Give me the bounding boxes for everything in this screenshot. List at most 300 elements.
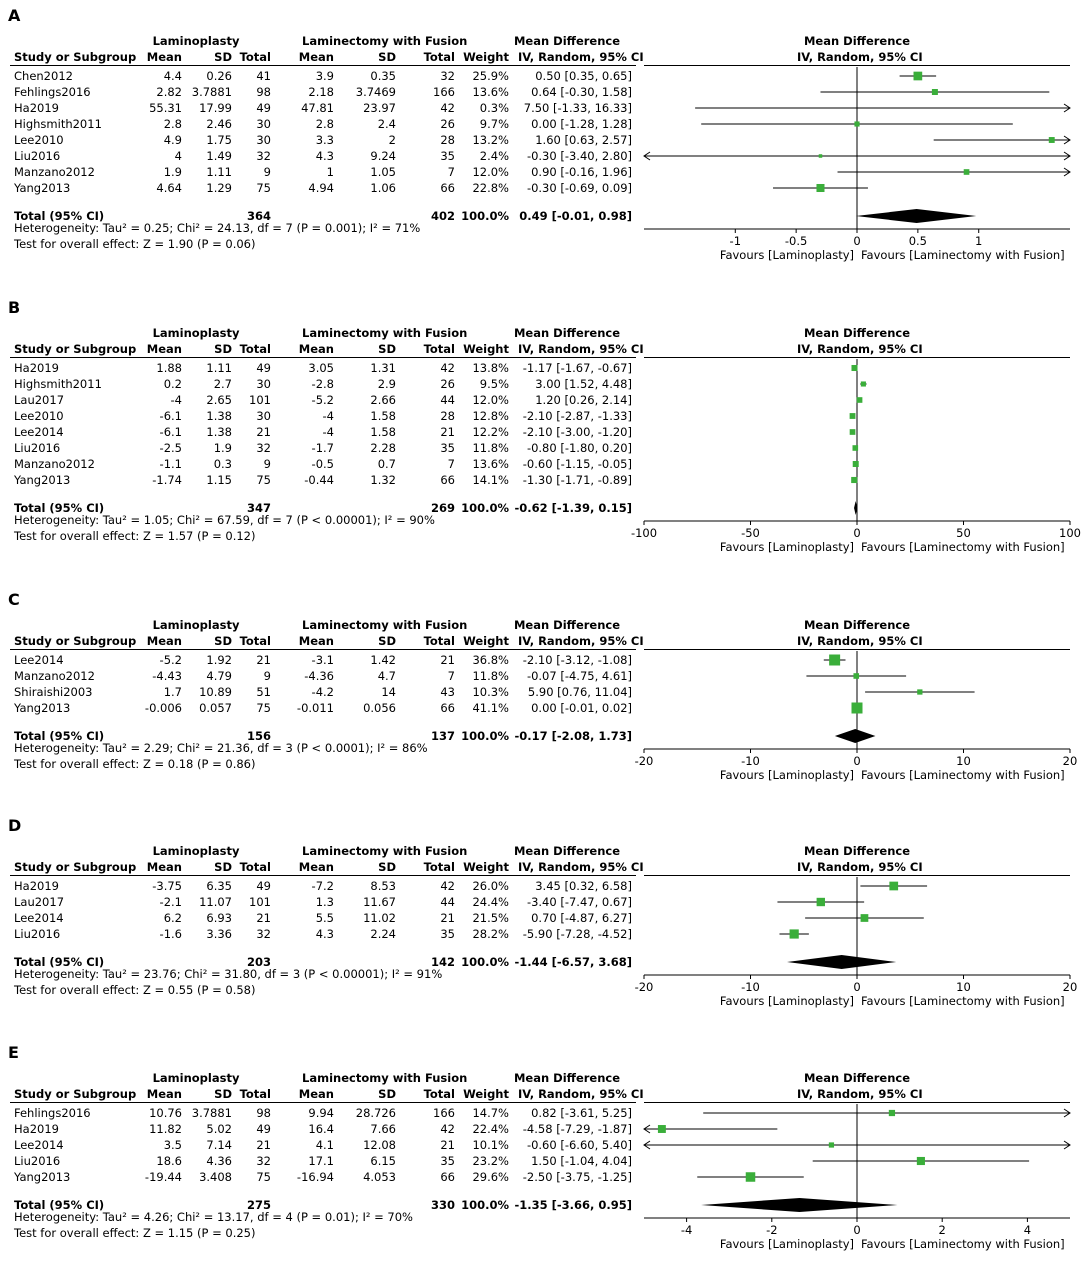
total2-cell: 66 [440,181,455,195]
forest-plot [0,296,1084,565]
sd1-cell: 0.057 [199,701,232,715]
total2-cell: 28 [440,133,455,147]
sd2-cell: 2.4 [377,117,396,131]
ci-cell: 7.50 [-1.33, 16.33] [523,101,632,115]
sd2-cell: 2.28 [370,441,396,455]
study-name: Yang2013 [14,1170,71,1184]
mean2-cell: 4.1 [315,1138,334,1152]
mean2-cell: 4.3 [315,927,334,941]
weight-sum: 100.0% [461,501,509,515]
sd1-cell: 3.7881 [191,85,232,99]
md-plot-header: Mean Difference [803,618,911,632]
study-point [932,89,938,95]
x-tick-label: -100 [630,526,658,540]
total2-cell: 42 [440,101,455,115]
weight-cell: 24.4% [472,895,509,909]
x-tick-label: -2 [766,1223,778,1237]
study-point [917,689,922,694]
ci-cell: -2.10 [-2.87, -1.33] [522,409,632,423]
favours-right-label: Favours [Laminectomy with Fusion] [861,768,1065,782]
total-label: Total (95% CI) [14,729,105,743]
favours-left-label: Favours [Laminoplasty] [719,248,854,262]
total1-cell: 49 [256,1122,271,1136]
mean2-cell: -4 [322,425,334,439]
total2-cell: 166 [433,1106,455,1120]
weight-header: Weight [463,342,509,356]
mean2-cell: -5.2 [311,393,334,407]
study-name: Ha2019 [14,1122,59,1136]
sd1-cell: 1.11 [206,165,232,179]
x-tick-label: -20 [634,980,654,994]
mean1-cell: -2.1 [159,895,182,909]
sd2-cell: 0.35 [370,69,396,83]
mean1-cell: 1.88 [156,361,182,375]
study-point [851,477,857,483]
mean2-cell: 1.3 [315,895,334,909]
total1-cell: 32 [256,927,271,941]
panel-label: A [8,6,21,25]
weight-cell: 36.8% [472,653,509,667]
total2-cell: 43 [440,685,455,699]
total2-cell: 21 [440,1138,455,1152]
mean2-header: Mean [298,860,334,874]
sd2-cell: 1.05 [370,165,396,179]
mean1-cell: 18.6 [156,1154,182,1168]
mean2-cell: 9.94 [308,1106,334,1120]
x-tick-label: 2 [938,1223,946,1237]
mean2-cell: 3.05 [308,361,334,375]
ci-cell: -0.07 [-4.75, 4.61] [526,669,632,683]
ci-cell: 5.90 [0.76, 11.04] [527,685,632,699]
favours-left-label: Favours [Laminoplasty] [719,1237,854,1251]
sd1-cell: 2.7 [213,377,232,391]
mean1-cell: -1.74 [152,473,182,487]
sd1-header: SD [214,860,232,874]
total2-cell: 166 [433,85,455,99]
group2-header: Laminectomy with Fusion [302,1071,468,1085]
total2-sum: 330 [430,1198,455,1212]
mean2-header: Mean [298,50,334,64]
mean1-cell: -0.006 [144,701,182,715]
x-tick-label: 0.5 [908,234,928,248]
sd2-header: SD [378,342,396,356]
study-name: Liu2016 [14,927,61,941]
sd2-header: SD [378,634,396,648]
mean2-cell: -4 [322,409,334,423]
sd1-cell: 6.93 [206,911,232,925]
study-name: Lee2014 [14,425,64,439]
mean1-header: Mean [146,342,182,356]
total1-cell: 30 [256,133,271,147]
total-label: Total (95% CI) [14,1198,105,1212]
total-ci: 0.49 [-0.01, 0.98] [519,209,632,223]
study-name: Yang2013 [14,181,71,195]
weight-cell: 10.1% [472,1138,509,1152]
total2-cell: 28 [440,409,455,423]
sd1-cell: 1.49 [206,149,232,163]
mean2-cell: -4.36 [304,669,334,683]
mean1-cell: 4.4 [163,69,182,83]
total2-cell: 21 [440,653,455,667]
sd2-header: SD [378,1087,396,1101]
mean1-cell: 1.9 [163,165,182,179]
study-point [829,1142,834,1147]
md-method-header: IV, Random, 95% CI [518,860,644,874]
favours-right-label: Favours [Laminectomy with Fusion] [861,1237,1065,1251]
forest-plot [0,1041,1084,1262]
study-point [914,72,923,81]
study-name: Liu2016 [14,149,61,163]
total2-cell: 35 [440,441,455,455]
overall-effect-text: Test for overall effect: Z = 0.18 (P = 0.86) [14,757,256,771]
sd2-cell: 23.97 [363,101,396,115]
total1-cell: 98 [256,1106,271,1120]
group2-header: Laminectomy with Fusion [302,34,468,48]
study-name: Ha2019 [14,361,59,375]
study-point [852,445,858,451]
study-point [853,461,859,467]
mean1-cell: -19.44 [144,1170,182,1184]
forest-plot [0,588,1084,793]
total1-cell: 9 [263,165,271,179]
md-method-header: IV, Random, 95% CI [518,342,644,356]
total1-cell: 51 [256,685,271,699]
ci-cell: -0.60 [-1.15, -0.05] [522,457,632,471]
ci-cell: -2.50 [-3.75, -1.25] [522,1170,632,1184]
ci-cell: -0.30 [-3.40, 2.80] [526,149,632,163]
study-point [852,703,863,714]
total2-cell: 35 [440,1154,455,1168]
x-tick-label: -0.5 [784,234,808,248]
sd1-cell: 17.99 [199,101,232,115]
total-label: Total (95% CI) [14,209,105,223]
sd1-cell: 4.36 [206,1154,232,1168]
total2-sum: 137 [430,729,455,743]
weight-cell: 13.6% [472,457,509,471]
total1-sum: 364 [246,209,271,223]
md-plot-method-header: IV, Random, 95% CI [797,50,923,64]
study-point [889,1110,895,1116]
favours-left-label: Favours [Laminoplasty] [719,994,854,1008]
ci-cell: 1.60 [0.63, 2.57] [535,133,632,147]
mean2-cell: 3.3 [315,133,334,147]
panel-label: D [8,816,22,835]
sd2-cell: 2.24 [370,927,396,941]
sd2-cell: 1.06 [370,181,396,195]
group1-header: Laminoplasty [152,1071,240,1085]
total2-cell: 42 [440,879,455,893]
x-tick-label: 0 [853,1223,861,1237]
total2-sum: 142 [430,955,455,969]
sd1-cell: 3.408 [199,1170,232,1184]
study-name: Lee2014 [14,1138,64,1152]
ci-cell: 3.00 [1.52, 4.48] [535,377,632,391]
favours-left-label: Favours [Laminoplasty] [719,768,854,782]
study-name: Lee2014 [14,911,64,925]
study-name: Chen2012 [14,69,73,83]
sd1-header: SD [214,342,232,356]
ci-cell: -2.10 [-3.12, -1.08] [522,653,632,667]
mean2-header: Mean [298,634,334,648]
x-tick-label: -1 [729,234,742,248]
mean1-cell: -5.2 [159,653,182,667]
total1-cell: 21 [256,425,271,439]
mean1-cell: -6.1 [159,409,182,423]
mean2-cell: -7.2 [311,879,334,893]
ci-cell: 3.45 [0.32, 6.58] [535,879,632,893]
study-name: Highsmith2011 [14,377,102,391]
total2-header: Total [423,50,455,64]
x-tick-label: 50 [956,526,971,540]
sd2-cell: 11.02 [363,911,396,925]
total-label: Total (95% CI) [14,501,105,515]
sd2-cell: 0.056 [363,701,396,715]
total1-header: Total [239,50,271,64]
total1-cell: 101 [249,393,271,407]
heterogeneity-text: Heterogeneity: Tau² = 1.05; Chi² = 67.59, df = 7 (P < 0.00001); I² = 90% [14,513,435,527]
weight-cell: 22.8% [472,181,509,195]
sd1-header: SD [214,1087,232,1101]
total1-header: Total [239,860,271,874]
mean2-cell: -2.8 [311,377,334,391]
study-name: Ha2019 [14,879,59,893]
total2-cell: 42 [440,361,455,375]
total2-cell: 42 [440,1122,455,1136]
weight-cell: 9.7% [479,117,509,131]
mean2-cell: 4.94 [308,181,334,195]
panel-label: B [8,298,21,317]
forest-plot [0,4,1084,273]
study-header: Study or Subgroup [14,634,137,648]
mean2-cell: 16.4 [308,1122,334,1136]
heterogeneity-text: Heterogeneity: Tau² = 0.25; Chi² = 24.13, df = 7 (P = 0.001); I² = 71% [14,221,421,235]
x-tick-label: 1 [975,234,983,248]
mean1-cell: -3.75 [152,879,182,893]
ci-cell: -1.30 [-1.71, -0.89] [522,473,632,487]
study-name: Yang2013 [14,701,71,715]
x-tick-label: -4 [680,1223,693,1237]
study-point [746,1172,756,1182]
mean2-cell: -3.1 [311,653,334,667]
total2-cell: 32 [440,69,455,83]
mean1-cell: 10.76 [149,1106,182,1120]
total2-cell: 26 [440,117,455,131]
sd1-cell: 0.3 [213,457,232,471]
total2-cell: 21 [440,911,455,925]
weight-header: Weight [463,634,509,648]
total2-header: Total [423,634,455,648]
mean2-cell: -0.44 [304,473,334,487]
sd1-cell: 1.11 [206,361,232,375]
study-name: Manzano2012 [14,457,95,471]
total1-cell: 32 [256,149,271,163]
sd2-cell: 28.726 [355,1106,396,1120]
total1-cell: 101 [249,895,271,909]
study-point [853,673,859,679]
md-header: Mean Difference [513,1071,621,1085]
total1-sum: 156 [246,729,271,743]
study-name: Lau2017 [14,393,65,407]
mean2-cell: 17.1 [308,1154,334,1168]
total2-cell: 7 [447,669,455,683]
x-tick-label: -10 [741,754,760,768]
sd2-cell: 4.053 [363,1170,396,1184]
md-plot-method-header: IV, Random, 95% CI [797,860,923,874]
study-header: Study or Subgroup [14,1087,137,1101]
study-name: Liu2016 [14,441,61,455]
study-point [790,929,799,938]
weight-cell: 11.8% [472,441,509,455]
md-header: Mean Difference [513,844,621,858]
sd1-cell: 11.07 [199,895,232,909]
total1-header: Total [239,342,271,356]
study-point [851,365,857,371]
study-name: Highsmith2011 [14,117,102,131]
sd2-header: SD [378,50,396,64]
weight-cell: 10.3% [472,685,509,699]
x-tick-label: 10 [956,754,971,768]
total1-cell: 49 [256,361,271,375]
study-point [857,397,863,403]
total2-cell: 44 [440,895,455,909]
weight-cell: 14.1% [472,473,509,487]
total-diamond [787,955,896,969]
total1-cell: 49 [256,879,271,893]
mean1-cell: -1.1 [159,457,182,471]
ci-cell: 1.20 [0.26, 2.14] [535,393,632,407]
total2-header: Total [423,1087,455,1101]
sd2-cell: 6.15 [370,1154,396,1168]
sd2-cell: 3.7469 [355,85,396,99]
weight-cell: 12.0% [472,165,509,179]
weight-cell: 29.6% [472,1170,509,1184]
total1-cell: 75 [256,473,271,487]
sd2-header: SD [378,860,396,874]
mean1-cell: 4.64 [156,181,182,195]
study-point [850,413,856,419]
weight-cell: 14.7% [472,1106,509,1120]
mean2-cell: 3.9 [315,69,334,83]
md-plot-method-header: IV, Random, 95% CI [797,1087,923,1101]
md-plot-header: Mean Difference [803,1071,911,1085]
weight-cell: 28.2% [472,927,509,941]
total2-cell: 7 [447,165,455,179]
sd1-cell: 4.79 [206,669,232,683]
sd1-cell: 0.26 [206,69,232,83]
total1-cell: 49 [256,101,271,115]
mean2-cell: 47.81 [301,101,334,115]
sd1-cell: 1.29 [206,181,232,195]
total1-cell: 41 [256,69,271,83]
sd2-cell: 14 [381,685,396,699]
ci-cell: 0.00 [-1.28, 1.28] [531,117,632,131]
weight-sum: 100.0% [461,729,509,743]
group2-header: Laminectomy with Fusion [302,618,468,632]
sd1-cell: 1.92 [206,653,232,667]
ci-cell: -0.60 [-6.60, 5.40] [526,1138,632,1152]
study-name: Shiraishi2003 [14,685,93,699]
favours-left-label: Favours [Laminoplasty] [719,540,854,554]
overall-effect-text: Test for overall effect: Z = 1.15 (P = 0.25) [14,1226,256,1240]
study-name: Lee2014 [14,653,64,667]
weight-cell: 13.6% [472,85,509,99]
md-plot-method-header: IV, Random, 95% CI [797,342,923,356]
mean2-header: Mean [298,1087,334,1101]
group1-header: Laminoplasty [152,844,240,858]
weight-cell: 12.0% [472,393,509,407]
study-name: Lee2010 [14,133,64,147]
total1-cell: 75 [256,1170,271,1184]
weight-header: Weight [463,1087,509,1101]
sd2-cell: 1.32 [370,473,396,487]
total-diamond [856,209,976,223]
ci-cell: 0.90 [-0.16, 1.96] [531,165,632,179]
mean2-cell: 1 [326,165,334,179]
favours-right-label: Favours [Laminectomy with Fusion] [861,994,1065,1008]
md-header: Mean Difference [513,34,621,48]
weight-sum: 100.0% [461,1198,509,1212]
sd1-cell: 10.89 [199,685,232,699]
sd2-cell: 4.7 [377,669,396,683]
study-name: Lee2010 [14,409,64,423]
ci-cell: 0.70 [-4.87, 6.27] [531,911,632,925]
md-plot-header: Mean Difference [803,844,911,858]
sd1-cell: 6.35 [206,879,232,893]
sd1-cell: 3.7881 [191,1106,232,1120]
ci-cell: -4.58 [-7.29, -1.87] [522,1122,632,1136]
total2-cell: 35 [440,149,455,163]
mean1-cell: 4 [174,149,182,163]
heterogeneity-text: Heterogeneity: Tau² = 2.29; Chi² = 21.36, df = 3 (P < 0.0001); I² = 86% [14,741,428,755]
weight-cell: 25.9% [472,69,509,83]
study-point [819,154,823,158]
study-point [850,429,856,435]
panel-label: C [8,590,20,609]
sd2-cell: 2.9 [377,377,396,391]
mean1-header: Mean [146,634,182,648]
sd2-cell: 9.24 [370,149,396,163]
total-ci: -0.17 [-2.08, 1.73] [514,729,632,743]
mean1-cell: -6.1 [159,425,182,439]
total2-cell: 44 [440,393,455,407]
total1-header: Total [239,634,271,648]
total2-cell: 21 [440,425,455,439]
study-point [816,184,824,192]
mean1-cell: -4 [170,393,182,407]
sd1-cell: 2.46 [206,117,232,131]
sd1-cell: 1.38 [206,425,232,439]
x-tick-label: 0 [853,526,861,540]
mean1-cell: -4.43 [152,669,182,683]
total2-header: Total [423,860,455,874]
mean2-cell: 4.3 [315,149,334,163]
x-tick-label: 100 [1059,526,1081,540]
weight-cell: 21.5% [472,911,509,925]
x-tick-label: 20 [1062,754,1078,768]
sd1-cell: 5.02 [206,1122,232,1136]
total1-cell: 30 [256,377,271,391]
study-point [861,914,869,922]
total-diamond [835,729,876,743]
favours-right-label: Favours [Laminectomy with Fusion] [861,248,1065,262]
total1-cell: 98 [256,85,271,99]
total1-cell: 21 [256,1138,271,1152]
mean2-cell: -0.5 [311,457,334,471]
sd2-cell: 8.53 [370,879,396,893]
total2-header: Total [423,342,455,356]
ci-cell: -0.30 [-0.69, 0.09] [526,181,632,195]
mean1-header: Mean [146,50,182,64]
